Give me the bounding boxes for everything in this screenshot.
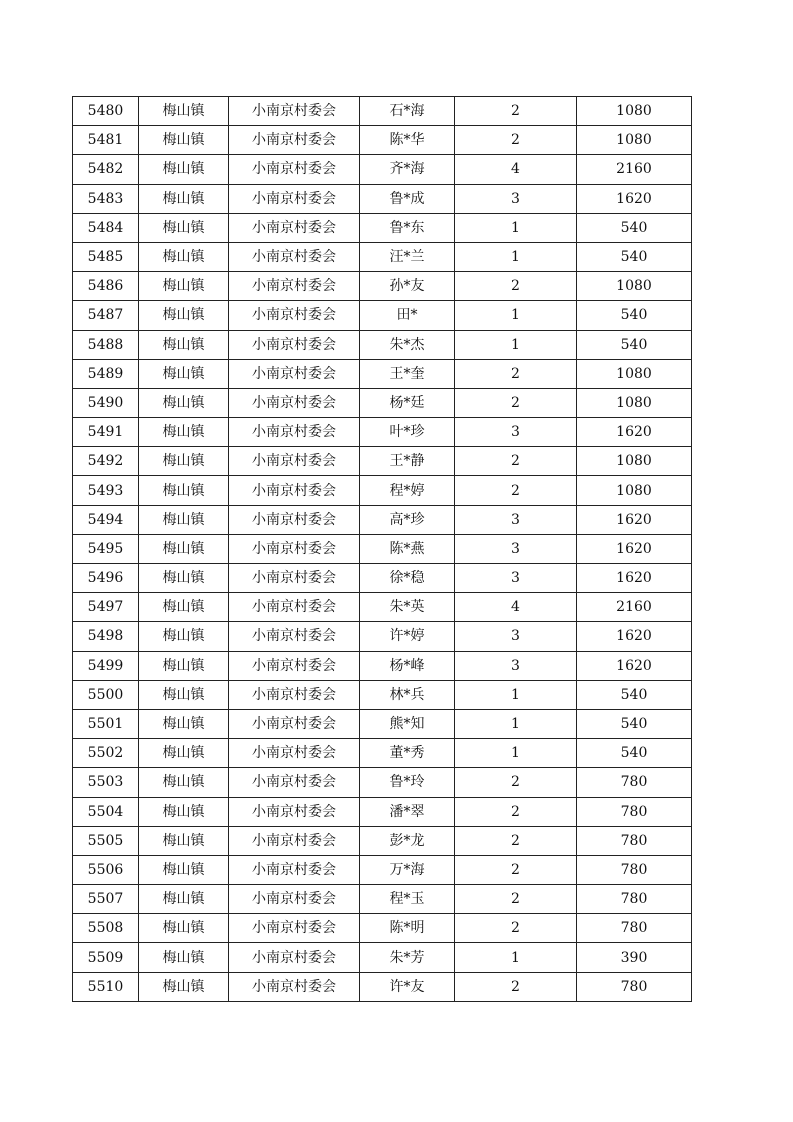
town-cell: 梅山镇	[139, 126, 229, 155]
row-number-cell: 5504	[73, 797, 139, 826]
amount-cell: 1080	[577, 476, 692, 505]
person-name-cell: 王*奎	[360, 359, 455, 388]
village-committee-cell: 小南京村委会	[229, 242, 360, 271]
table-row	[73, 709, 692, 738]
row-number-cell: 5509	[73, 943, 139, 972]
town-cell: 梅山镇	[139, 622, 229, 651]
household-count-cell: 3	[455, 534, 577, 563]
row-number-cell: 5488	[73, 330, 139, 359]
person-name-cell: 汪*兰	[360, 242, 455, 271]
row-number-cell: 5485	[73, 242, 139, 271]
amount-cell: 1080	[577, 97, 692, 126]
household-count-cell: 2	[455, 447, 577, 476]
household-count-cell: 2	[455, 797, 577, 826]
table-row	[73, 418, 692, 447]
person-name-cell: 高*珍	[360, 505, 455, 534]
table-row	[73, 826, 692, 855]
table-row	[73, 855, 692, 884]
table-row	[73, 126, 692, 155]
amount-cell: 1620	[577, 622, 692, 651]
village-committee-cell: 小南京村委会	[229, 885, 360, 914]
town-cell: 梅山镇	[139, 505, 229, 534]
row-number-cell: 5482	[73, 155, 139, 184]
row-number-cell: 5480	[73, 97, 139, 126]
village-committee-cell: 小南京村委会	[229, 622, 360, 651]
row-number-cell: 5481	[73, 126, 139, 155]
household-count-cell: 2	[455, 359, 577, 388]
town-cell: 梅山镇	[139, 330, 229, 359]
amount-cell: 780	[577, 768, 692, 797]
town-cell: 梅山镇	[139, 680, 229, 709]
village-committee-cell: 小南京村委会	[229, 126, 360, 155]
household-count-cell: 1	[455, 301, 577, 330]
person-name-cell: 程*玉	[360, 885, 455, 914]
village-committee-cell: 小南京村委会	[229, 447, 360, 476]
household-count-cell: 2	[455, 126, 577, 155]
town-cell: 梅山镇	[139, 709, 229, 738]
table-row	[73, 885, 692, 914]
person-name-cell: 鲁*玲	[360, 768, 455, 797]
village-committee-cell: 小南京村委会	[229, 476, 360, 505]
person-name-cell: 熊*知	[360, 709, 455, 738]
amount-cell: 1620	[577, 505, 692, 534]
town-cell: 梅山镇	[139, 359, 229, 388]
table-row	[73, 943, 692, 972]
village-committee-cell: 小南京村委会	[229, 709, 360, 738]
amount-cell: 2160	[577, 593, 692, 622]
amount-cell: 1620	[577, 418, 692, 447]
row-number-cell: 5493	[73, 476, 139, 505]
household-count-cell: 1	[455, 330, 577, 359]
amount-cell: 540	[577, 242, 692, 271]
household-count-cell: 2	[455, 768, 577, 797]
amount-cell: 540	[577, 680, 692, 709]
row-number-cell: 5506	[73, 855, 139, 884]
person-name-cell: 齐*海	[360, 155, 455, 184]
household-count-cell: 2	[455, 972, 577, 1001]
person-name-cell: 林*兵	[360, 680, 455, 709]
person-name-cell: 石*海	[360, 97, 455, 126]
person-name-cell: 鲁*成	[360, 184, 455, 213]
amount-cell: 1620	[577, 184, 692, 213]
village-committee-cell: 小南京村委会	[229, 505, 360, 534]
row-number-cell: 5501	[73, 709, 139, 738]
table-row	[73, 914, 692, 943]
records-table-body	[73, 97, 692, 1002]
village-committee-cell: 小南京村委会	[229, 272, 360, 301]
household-count-cell: 1	[455, 242, 577, 271]
person-name-cell: 程*婷	[360, 476, 455, 505]
row-number-cell: 5502	[73, 739, 139, 768]
village-committee-cell: 小南京村委会	[229, 564, 360, 593]
table-row	[73, 534, 692, 563]
village-committee-cell: 小南京村委会	[229, 388, 360, 417]
table-row	[73, 768, 692, 797]
table-row	[73, 972, 692, 1001]
town-cell: 梅山镇	[139, 943, 229, 972]
amount-cell: 1620	[577, 651, 692, 680]
household-count-cell: 3	[455, 418, 577, 447]
row-number-cell: 5487	[73, 301, 139, 330]
table-row	[73, 797, 692, 826]
row-number-cell: 5494	[73, 505, 139, 534]
person-name-cell: 陈*华	[360, 126, 455, 155]
table-row	[73, 330, 692, 359]
household-count-cell: 2	[455, 272, 577, 301]
person-name-cell: 朱*芳	[360, 943, 455, 972]
amount-cell: 2160	[577, 155, 692, 184]
amount-cell: 780	[577, 914, 692, 943]
person-name-cell: 杨*峰	[360, 651, 455, 680]
amount-cell: 1080	[577, 272, 692, 301]
village-committee-cell: 小南京村委会	[229, 855, 360, 884]
person-name-cell: 董*秀	[360, 739, 455, 768]
town-cell: 梅山镇	[139, 184, 229, 213]
table-row	[73, 505, 692, 534]
town-cell: 梅山镇	[139, 826, 229, 855]
amount-cell: 1620	[577, 534, 692, 563]
person-name-cell: 潘*翠	[360, 797, 455, 826]
town-cell: 梅山镇	[139, 768, 229, 797]
table-row	[73, 184, 692, 213]
amount-cell: 1620	[577, 564, 692, 593]
amount-cell: 540	[577, 330, 692, 359]
town-cell: 梅山镇	[139, 593, 229, 622]
table-row	[73, 359, 692, 388]
row-number-cell: 5503	[73, 768, 139, 797]
table-row	[73, 242, 692, 271]
table-row	[73, 272, 692, 301]
town-cell: 梅山镇	[139, 476, 229, 505]
village-committee-cell: 小南京村委会	[229, 213, 360, 242]
household-count-cell: 4	[455, 155, 577, 184]
table-row	[73, 622, 692, 651]
amount-cell: 540	[577, 739, 692, 768]
household-count-cell: 3	[455, 505, 577, 534]
table-row	[73, 476, 692, 505]
amount-cell: 540	[577, 213, 692, 242]
person-name-cell: 朱*杰	[360, 330, 455, 359]
row-number-cell: 5505	[73, 826, 139, 855]
table-row	[73, 593, 692, 622]
town-cell: 梅山镇	[139, 272, 229, 301]
household-count-cell: 1	[455, 739, 577, 768]
amount-cell: 1080	[577, 359, 692, 388]
village-committee-cell: 小南京村委会	[229, 330, 360, 359]
person-name-cell: 孙*友	[360, 272, 455, 301]
amount-cell: 540	[577, 709, 692, 738]
amount-cell: 390	[577, 943, 692, 972]
household-count-cell: 2	[455, 914, 577, 943]
village-committee-cell: 小南京村委会	[229, 301, 360, 330]
town-cell: 梅山镇	[139, 564, 229, 593]
household-count-cell: 2	[455, 97, 577, 126]
amount-cell: 780	[577, 855, 692, 884]
village-committee-cell: 小南京村委会	[229, 593, 360, 622]
person-name-cell: 彭*龙	[360, 826, 455, 855]
amount-cell: 780	[577, 885, 692, 914]
village-committee-cell: 小南京村委会	[229, 739, 360, 768]
row-number-cell: 5507	[73, 885, 139, 914]
person-name-cell: 朱*英	[360, 593, 455, 622]
town-cell: 梅山镇	[139, 418, 229, 447]
town-cell: 梅山镇	[139, 855, 229, 884]
household-count-cell: 4	[455, 593, 577, 622]
household-count-cell: 1	[455, 213, 577, 242]
row-number-cell: 5489	[73, 359, 139, 388]
household-count-cell: 2	[455, 826, 577, 855]
amount-cell: 1080	[577, 388, 692, 417]
town-cell: 梅山镇	[139, 213, 229, 242]
amount-cell: 780	[577, 797, 692, 826]
row-number-cell: 5508	[73, 914, 139, 943]
row-number-cell: 5498	[73, 622, 139, 651]
table-row	[73, 739, 692, 768]
household-count-cell: 1	[455, 709, 577, 738]
town-cell: 梅山镇	[139, 97, 229, 126]
village-committee-cell: 小南京村委会	[229, 943, 360, 972]
town-cell: 梅山镇	[139, 155, 229, 184]
table-row	[73, 155, 692, 184]
person-name-cell: 许*婷	[360, 622, 455, 651]
amount-cell: 780	[577, 826, 692, 855]
row-number-cell: 5497	[73, 593, 139, 622]
table-row	[73, 651, 692, 680]
person-name-cell: 叶*珍	[360, 418, 455, 447]
village-committee-cell: 小南京村委会	[229, 418, 360, 447]
row-number-cell: 5492	[73, 447, 139, 476]
records-table	[72, 96, 692, 1002]
town-cell: 梅山镇	[139, 447, 229, 476]
person-name-cell: 万*海	[360, 855, 455, 884]
table-row	[73, 213, 692, 242]
village-committee-cell: 小南京村委会	[229, 359, 360, 388]
person-name-cell: 王*静	[360, 447, 455, 476]
row-number-cell: 5510	[73, 972, 139, 1001]
household-count-cell: 2	[455, 855, 577, 884]
household-count-cell: 3	[455, 622, 577, 651]
amount-cell: 780	[577, 972, 692, 1001]
village-committee-cell: 小南京村委会	[229, 534, 360, 563]
village-committee-cell: 小南京村委会	[229, 184, 360, 213]
household-count-cell: 3	[455, 564, 577, 593]
row-number-cell: 5499	[73, 651, 139, 680]
village-committee-cell: 小南京村委会	[229, 97, 360, 126]
village-committee-cell: 小南京村委会	[229, 972, 360, 1001]
town-cell: 梅山镇	[139, 914, 229, 943]
village-committee-cell: 小南京村委会	[229, 155, 360, 184]
row-number-cell: 5496	[73, 564, 139, 593]
household-count-cell: 1	[455, 680, 577, 709]
household-count-cell: 2	[455, 885, 577, 914]
town-cell: 梅山镇	[139, 797, 229, 826]
village-committee-cell: 小南京村委会	[229, 914, 360, 943]
person-name-cell: 田*	[360, 301, 455, 330]
household-count-cell: 3	[455, 651, 577, 680]
table-row	[73, 301, 692, 330]
table-row	[73, 564, 692, 593]
village-committee-cell: 小南京村委会	[229, 768, 360, 797]
person-name-cell: 许*友	[360, 972, 455, 1001]
town-cell: 梅山镇	[139, 242, 229, 271]
table-row	[73, 447, 692, 476]
village-committee-cell: 小南京村委会	[229, 651, 360, 680]
table-row	[73, 388, 692, 417]
village-committee-cell: 小南京村委会	[229, 797, 360, 826]
row-number-cell: 5486	[73, 272, 139, 301]
person-name-cell: 徐*稳	[360, 564, 455, 593]
town-cell: 梅山镇	[139, 739, 229, 768]
row-number-cell: 5495	[73, 534, 139, 563]
amount-cell: 1080	[577, 447, 692, 476]
village-committee-cell: 小南京村委会	[229, 826, 360, 855]
person-name-cell: 陈*明	[360, 914, 455, 943]
person-name-cell: 陈*燕	[360, 534, 455, 563]
person-name-cell: 鲁*东	[360, 213, 455, 242]
town-cell: 梅山镇	[139, 534, 229, 563]
town-cell: 梅山镇	[139, 388, 229, 417]
table-row	[73, 97, 692, 126]
town-cell: 梅山镇	[139, 301, 229, 330]
household-count-cell: 1	[455, 943, 577, 972]
person-name-cell: 杨*廷	[360, 388, 455, 417]
row-number-cell: 5484	[73, 213, 139, 242]
household-count-cell: 2	[455, 388, 577, 417]
village-committee-cell: 小南京村委会	[229, 680, 360, 709]
household-count-cell: 3	[455, 184, 577, 213]
row-number-cell: 5491	[73, 418, 139, 447]
table-row	[73, 680, 692, 709]
town-cell: 梅山镇	[139, 885, 229, 914]
town-cell: 梅山镇	[139, 651, 229, 680]
town-cell: 梅山镇	[139, 972, 229, 1001]
row-number-cell: 5490	[73, 388, 139, 417]
row-number-cell: 5500	[73, 680, 139, 709]
amount-cell: 1080	[577, 126, 692, 155]
amount-cell: 540	[577, 301, 692, 330]
household-count-cell: 2	[455, 476, 577, 505]
row-number-cell: 5483	[73, 184, 139, 213]
